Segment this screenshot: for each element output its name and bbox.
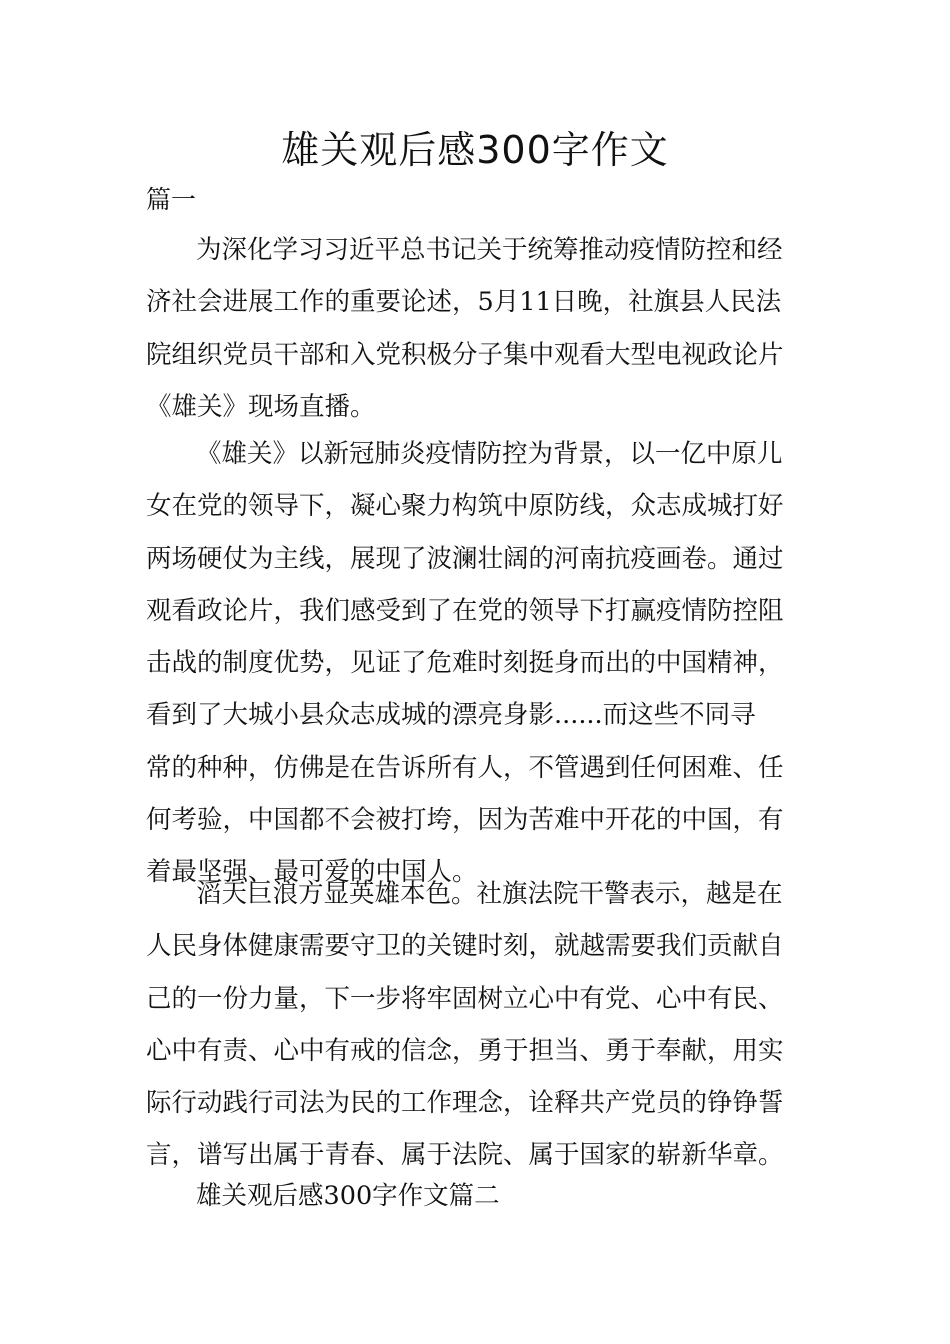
paragraph-line: 击战的制度优势，见证了危难时刻挺身而出的中国精神，	[146, 648, 784, 679]
paragraph-line: 滔天巨浪方显英雄本色。社旗法院干警表示，越是在	[196, 879, 783, 909]
paragraph-line: 院组织党员干部和入党积极分子集中观看大型电视政论片	[146, 339, 784, 370]
paragraph-line: 为深化学习习近平总书记关于统筹推动疫情防控和经	[196, 235, 783, 265]
paragraph-line: 女在党的领导下，凝心聚力构筑中原防线，众志成城打好	[146, 491, 784, 522]
paragraph-line: 济社会进展工作的重要论述，5月11日晚，社旗县人民法	[146, 287, 782, 318]
paragraph-1	[146, 224, 806, 433]
section-label: 篇一	[146, 185, 197, 214]
paragraph-line: 看到了大城小县众志成城的漂亮身影......而这些不同寻	[146, 700, 756, 731]
paragraph-line: 着最坚强、最可爱的中国人。	[146, 857, 478, 888]
paragraph-line: 己的一份力量，下一步将牢固树立心中有党、心中有民、	[146, 983, 784, 1014]
section-heading-2: 雄关观后感300字作文篇二	[196, 1181, 500, 1211]
page-title: 雄关观后感300字作文	[281, 128, 669, 172]
paragraph-line: 何考验，中国都不会被打垮，因为苦难中开花的中国，有	[146, 805, 784, 836]
paragraph-line: 言，谱写出属于青春、属于法院、属于国家的崭新华章。	[146, 1140, 784, 1171]
paragraph-line: 心中有责、心中有戒的信念，勇于担当、勇于奉献，用实	[146, 1035, 784, 1066]
paragraph-2	[146, 428, 806, 899]
paragraph-line: 常的种种，仿佛是在告诉所有人，不管遇到任何困难、任	[146, 752, 784, 783]
paragraph-3	[146, 868, 806, 1182]
paragraph-line: 《雄关》现场直播。	[146, 391, 376, 422]
paragraph-line: 际行动践行司法为民的工作理念，诠释共产党员的铮铮誓	[146, 1088, 784, 1119]
paragraph-4	[146, 1170, 806, 1222]
paragraph-line: 《雄关》以新冠肺炎疫情防控为背景，以一亿中原儿	[196, 439, 783, 469]
paragraph-line: 人民身体健康需要守卫的关键时刻，就越需要我们贡献自	[146, 931, 784, 962]
paragraph-line: 两场硬仗为主线，展现了波澜壮阔的河南抗疫画卷。通过	[146, 543, 784, 574]
paragraph-line: 观看政论片，我们感受到了在党的领导下打赢疫情防控阻	[146, 595, 784, 626]
